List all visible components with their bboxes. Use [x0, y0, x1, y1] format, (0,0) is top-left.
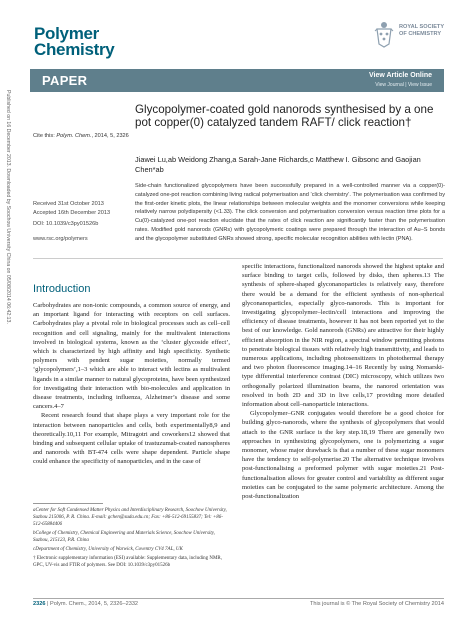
journal-url-link[interactable]: www.rsc.org/polymers — [33, 236, 88, 242]
doi-link[interactable]: DOI: 10.1039/c3py01526b — [33, 221, 99, 227]
crest-icon — [372, 20, 396, 48]
view-journal-issue-links[interactable]: View Journal | View Issue — [375, 82, 432, 88]
citation — [33, 133, 129, 139]
journal-title-line2: Chemistry — [34, 40, 115, 59]
affiliation-footnote: bCollege of Chemistry, Chemical Engineering and Materials Science, Soochow University, Suzhou, 215123, P.R. China — [33, 531, 215, 543]
download-notice — [2, 90, 12, 610]
abstract: Side-chain functionalized glycopolymers have been successfully prepared in a well-controlled manner via a copper(0)-catalyzed one-pot reaction combining living radical polymerisation and ‘click chemistry’. The polymerisation was confirmed by the first-order kinetic plots, the linear relationships between molecular weights and the monomer conversions while keeping relatively narrow polydispersity (<1.33). The click conversion and polymerisation conversion versus reaction time plots for a Cu(0)-catalyzed one-pot reaction elucidate that the rates of click reaction are significantly faster than the polymerisation rates. Modified gold nanorods (GNRs) with glycopolymeric coatings were prepared through the interaction of Au–S bonds and the glycopolymer substituted GNRs showed strong, specific molecular recognition abilities with lectin (PNA). — [135, 183, 445, 242]
header-divider — [33, 258, 443, 259]
footer-citation: Polym. Chem., 2014, 5, 2326–2332 — [50, 601, 139, 607]
citation-prefix: Cite this: — [33, 133, 55, 139]
journal-title-line1: Polymer — [34, 24, 99, 43]
footnote-rule — [33, 503, 103, 504]
affiliation-footnote: aCenter for Soft Condensed Matter Physics and Interdisciplinary Research, Soochow University, Suzhou 215006, P. R. China. E-mail: gchen@suda.edu.cn; Fax: +86-512-69155837; Tel: +86-512-65884406 — [33, 508, 227, 527]
footer-separator: | — [47, 601, 51, 607]
body-paragraph: Carbohydrates are non-ionic compounds, a common source of energy, and an important ligand for interacting with receptors on cell surfaces. Carbohydrates play a pivotal role in biological processes such as cell–cell recognition and cell signaling, mainly for the multivalent interactions involved in biological systems, known as the ‘cluster glycoside effect’, which is characterized by high affinity and high specificity. Synthetic polymers with pendent sugar moieties, normally termed ‘glycopolymers’,1–3 which are able to interact with lectins as multivalent ligands in a similar manner to natural glycoproteins, have been synthesized for investigating their interaction with bio-molecules and application in disease treatments, including influenza, Alzheimer’s disease and some cancers.4–7 — [33, 302, 230, 411]
body-paragraph: Recent research found that shape plays a very important role for the interaction between nanoparticles and cells, both experimentally8,9 and theoretically.10,11 For example, Mitragotri and coworkers12 showed that binding and subsequent cellular uptake of trastuzumab-coated nanospheres and nanorods with BT-474 cells were shape dependent. Particle shape could enhance the specificity of nanoparticles, and in the case of — [33, 412, 230, 466]
accepted-date: Accepted 16th December 2013 — [33, 210, 111, 216]
esi-footnote: † Electronic supplementary information (ESI) available: Supplementary data, including NMR, GPC, UV-vis and FTIR of polymers. See DOI: 10.1039/c3py01526b — [33, 556, 222, 568]
received-date: Received 31st October 2013 — [33, 201, 104, 207]
publisher-name-line1: ROYAL SOCIETY — [399, 24, 445, 30]
view-article-online-link[interactable]: View Article Online — [368, 72, 432, 79]
citation-details: , 2014, 5, 2326 — [91, 133, 129, 139]
article-title: Glycopolymer-coated gold nanorods synthesised by a one pot copper(0) catalyzed tandem RAFT/ click reaction† — [135, 103, 434, 129]
journal-title — [34, 26, 114, 58]
publisher-name — [399, 24, 444, 38]
article-type-banner — [30, 69, 444, 92]
footer-copyright: This journal is © The Royal Society of Chemistry 2014 — [310, 601, 444, 607]
article-dates — [33, 200, 110, 218]
citation-journal: Polym. Chem. — [56, 133, 92, 139]
publisher-name-line2: OF CHEMISTRY — [399, 31, 442, 37]
body-paragraph: Glycopolymer–GNR conjugates would therefore be a good choice for building glyco-nanorods, where the synthesis of glycopolymers that would attach to the GNR surface is the key step.18,19 There are generally two approaches in synthesizing glycopolymers, one is polymerizing a sugar monomer, whose major drawback is that a number of these sugar monomers have the tendency to self-polymerise.20 The alternative technique involves post-functionalising a preformed polymer with sugar moieties.21 Post-functionalisation allows for greater control and variability as different sugar moieties can be conjugated to the same polymeric architecture. Among the post-functionalization — [242, 410, 444, 501]
author-list: Jiawei Lu,ab Weidong Zhang,a Sarah-Jane Richards,c Matthew I. Gibsonc and Gaojian Chen*ab — [135, 155, 421, 174]
page-number: 2326 — [33, 601, 46, 607]
page-footer — [33, 598, 444, 608]
affiliation-footnote: cDepartment of Chemistry, University of Warwick, Coventry CV4 7AL, UK — [33, 547, 183, 552]
footnotes — [33, 507, 230, 571]
body-column-right — [242, 262, 444, 501]
body-paragraph: specific interactions, functionalized nanorods showed the highest uptake and surface binding to target cells, followed by disks, then spheres.13 The synthesis of sphere-shaped glyconanoparticles is relatively easy, therefore there would be a demand for the efficient synthesis of non-spherical glyconanoparticles, especially glyco-nanorods. This is important for investigating glycopolymer–lectin/cell interactions and improving the efficiency of disease treatments, however it has not been reported yet to the best of our knowledge. Gold nanorods (GNRs) are attractive for their highly efficient absorption in the NIR region, a spectral window permitting photons to penetrate biological tissues with relatively high transmittivity, and leads to numerous applications, including photosensitizers in photothermal therapy and two photon fluorescence imaging.14–16 Recently by using Nomarski-type differential interference contrast (DIC) microscopy, which utilizes two orthogonally polarized illumination beams, the nanorod orientation was resolved in both 2D and 3D in live cells,17 providing more detailed information about cell–nanoparticle interactions. — [242, 263, 444, 409]
section-heading: Introduction — [33, 283, 91, 295]
download-notice-text: Published on 16 December 2013. Downloaded by Soochow University China on 05/08/2014 06:42:13. — [5, 90, 11, 324]
article-type-label: PAPER — [42, 73, 88, 88]
body-column-left — [33, 301, 230, 467]
publisher-logo — [372, 20, 444, 48]
